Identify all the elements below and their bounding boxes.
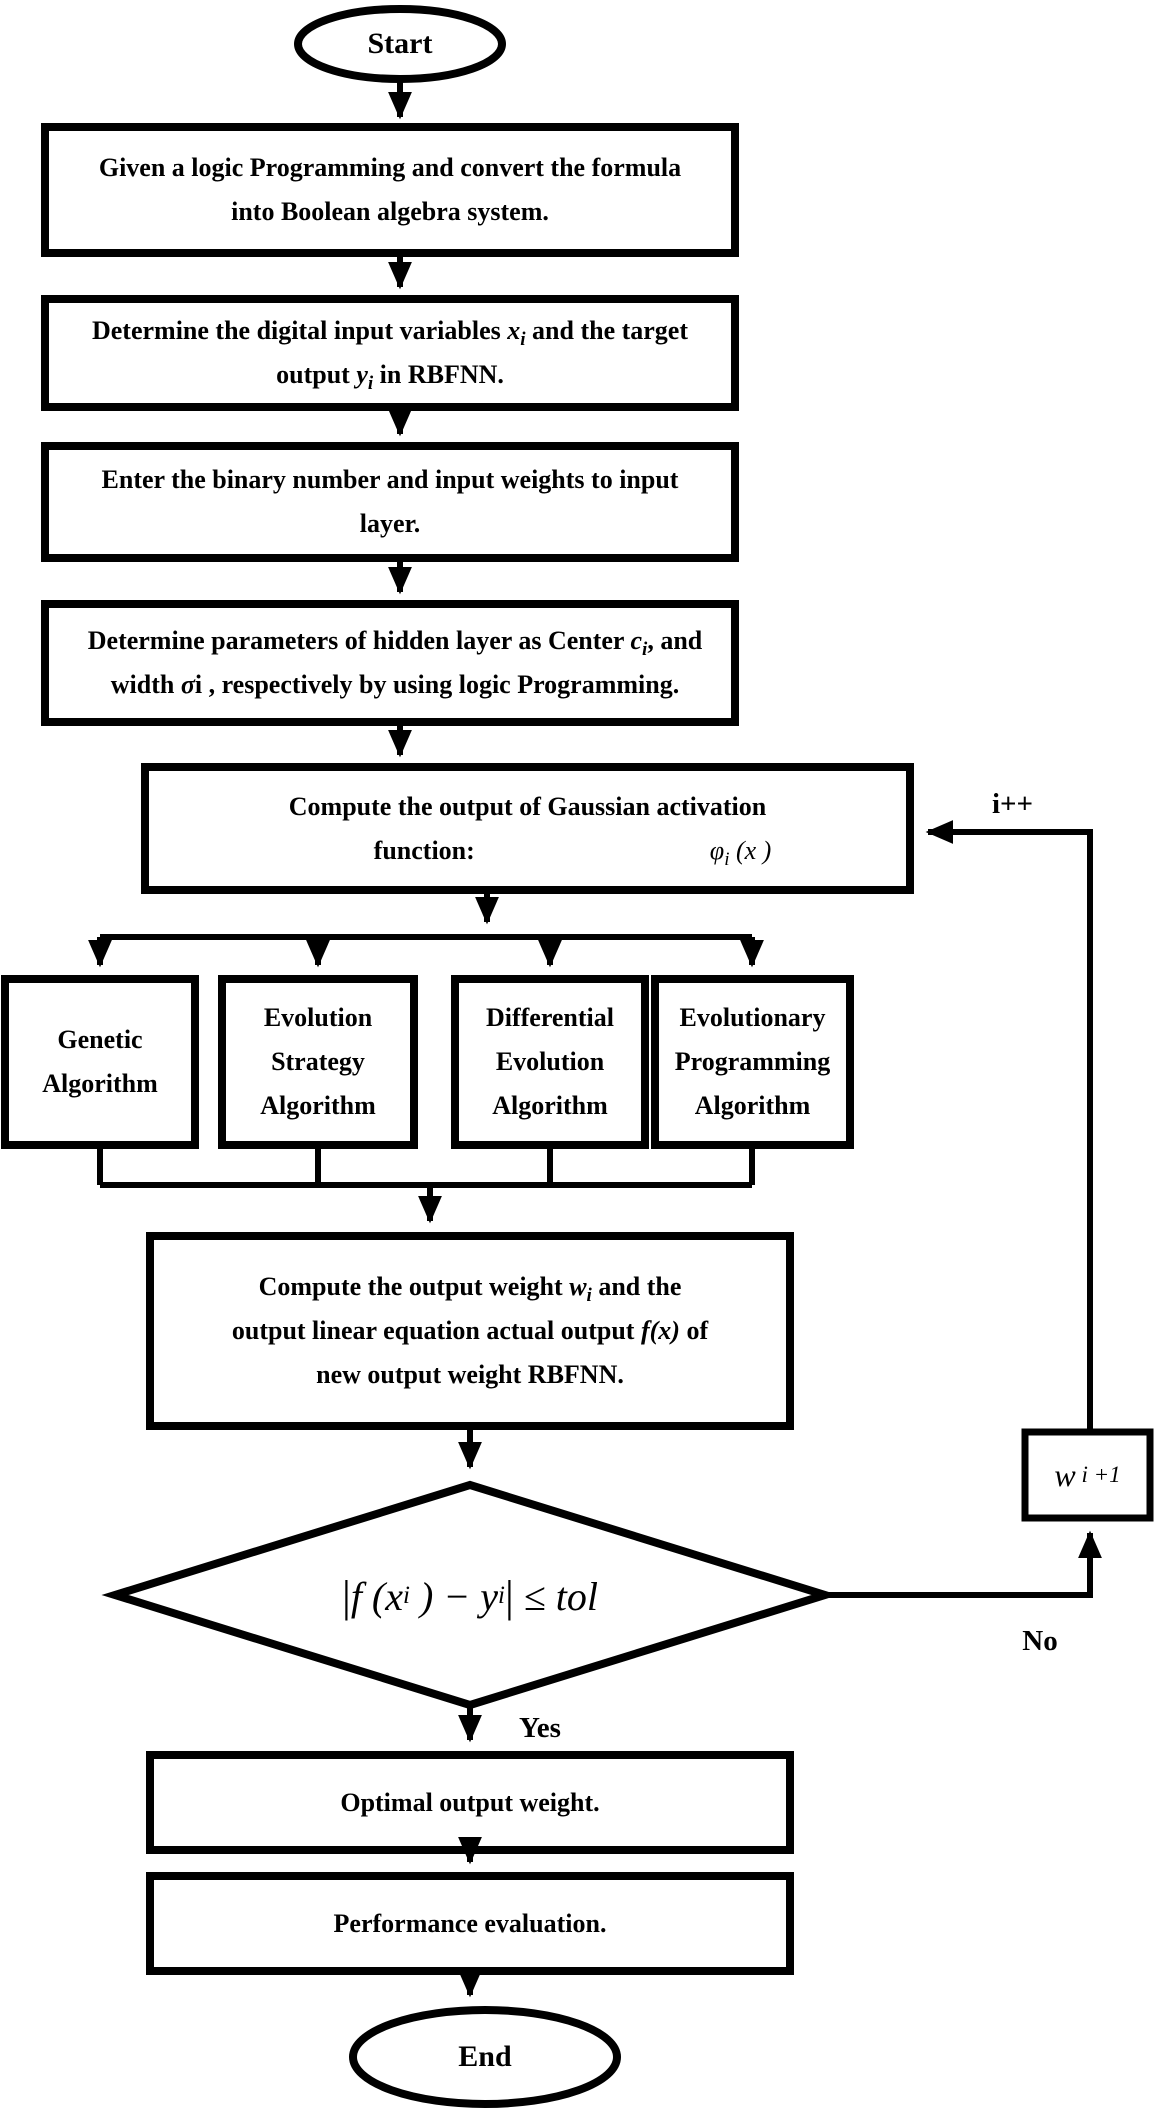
convert-line2: into Boolean algebra system.: [231, 197, 549, 226]
decision-tol: ≤ tol: [513, 1573, 598, 1619]
phi-argument: (x ): [729, 835, 772, 865]
sub-i: i: [520, 329, 526, 350]
var-w-next: w: [1054, 1456, 1076, 1493]
process-optimal-label: [160, 1759, 780, 1846]
sigma-index: i: [194, 670, 203, 699]
gaussian-line1: Compute the output of Gaussian activation: [288, 791, 767, 821]
es-line2: Strategy: [271, 1047, 365, 1076]
sub-i: i: [642, 639, 648, 660]
edge-w-next-loop-to-gaussian: [928, 832, 1090, 1431]
sub-i: i: [586, 1285, 592, 1306]
process-genetic-label: [15, 985, 185, 1139]
io-line2: [276, 353, 504, 397]
io-l2-text2: in RBFNN.: [373, 360, 504, 389]
var-phi: φ: [709, 835, 725, 865]
sub-i: i: [724, 848, 730, 870]
process-differential-evolution-label: [465, 985, 635, 1139]
var-w: w: [569, 1272, 587, 1301]
start-terminal-label: [300, 12, 500, 76]
process-w-next-label: w i +1: [1054, 1456, 1121, 1493]
gaussian-line2: [374, 829, 772, 873]
start-text: Start: [367, 27, 433, 60]
weight-l2-text2: of: [679, 1316, 709, 1345]
weight-line2: [232, 1309, 708, 1353]
end-text: End: [458, 2040, 512, 2073]
de-line1: Differential: [485, 1003, 615, 1032]
var-sigma: σ: [180, 670, 195, 699]
process-gaussian-label: [155, 771, 900, 886]
es-line3: Algorithm: [260, 1091, 376, 1120]
io-l2-text: output: [276, 360, 357, 389]
var-f: f: [640, 1316, 650, 1345]
loop-increment-label: i++: [991, 788, 1034, 820]
binary-line1: Enter the binary number and input weights to input: [101, 465, 679, 494]
io-l1-text2: and the target: [525, 316, 689, 345]
process-evolution-strategy-label: [232, 985, 404, 1139]
weight-l2-text: output linear equation actual output: [231, 1316, 641, 1345]
no-label: No: [1022, 1625, 1058, 1657]
abs-bar-right: |: [504, 1571, 514, 1621]
decision-minus-y: ) − y: [409, 1573, 499, 1619]
gaussian-function-text: function:: [373, 835, 475, 865]
f-argument: (x): [649, 1316, 680, 1345]
phi-expression: [709, 835, 772, 870]
process-evolutionary-programming-label: [665, 985, 840, 1139]
process-io-label: [55, 303, 725, 403]
abs-bar-left: |: [342, 1571, 351, 1621]
hidden-line1: [88, 619, 703, 663]
decision-fx: f (x: [350, 1573, 403, 1619]
weight-l1-text2: and the: [591, 1272, 682, 1301]
process-convert-label: [55, 131, 725, 249]
performance-text: Performance evaluation.: [333, 1908, 607, 1938]
hidden-l2-text: width: [110, 670, 181, 699]
hidden-l1-text2: , and: [647, 626, 703, 655]
es-line1: Evolution: [263, 1003, 373, 1032]
genetic-line2: Algorithm: [42, 1069, 158, 1098]
weight-l1-text: Compute the output weight: [258, 1272, 570, 1301]
sub-i: i: [367, 373, 374, 394]
process-binary-label: [55, 450, 725, 554]
de-line3: Algorithm: [492, 1091, 608, 1120]
io-l1-text: Determine the digital input variables: [91, 316, 508, 345]
io-line1: [92, 309, 688, 353]
optimal-text: Optimal output weight.: [340, 1787, 600, 1817]
hidden-line2: [111, 663, 679, 707]
ep-line2: Programming: [674, 1047, 831, 1076]
ep-line1: Evolutionary: [679, 1003, 826, 1032]
hidden-l1-text: Determine parameters of hidden layer as Center: [87, 626, 631, 655]
var-c: c: [630, 626, 643, 655]
convert-line1: Given a logic Programming and convert the formula: [98, 153, 682, 182]
edge-decision-no-to-w-next: [825, 1533, 1090, 1595]
binary-line2: layer.: [359, 509, 421, 538]
decision-condition-label: | f (x i ) − y i | ≤ tol: [342, 1571, 598, 1621]
hidden-l2-text2: , respectively by using logic Programming.: [202, 670, 680, 699]
weight-line1: [259, 1265, 682, 1309]
end-terminal-label: [350, 2012, 620, 2102]
genetic-line1: Genetic: [57, 1025, 143, 1054]
process-performance-label: [160, 1880, 780, 1967]
var-x: x: [507, 316, 521, 345]
de-line2: Evolution: [495, 1047, 605, 1076]
process-hidden-label: [55, 608, 735, 718]
yes-label: Yes: [519, 1712, 561, 1744]
weight-line3: new output weight RBFNN.: [316, 1360, 624, 1389]
ep-line3: Algorithm: [694, 1091, 811, 1120]
process-output-weight-label: [160, 1242, 780, 1420]
var-y: y: [356, 360, 368, 389]
